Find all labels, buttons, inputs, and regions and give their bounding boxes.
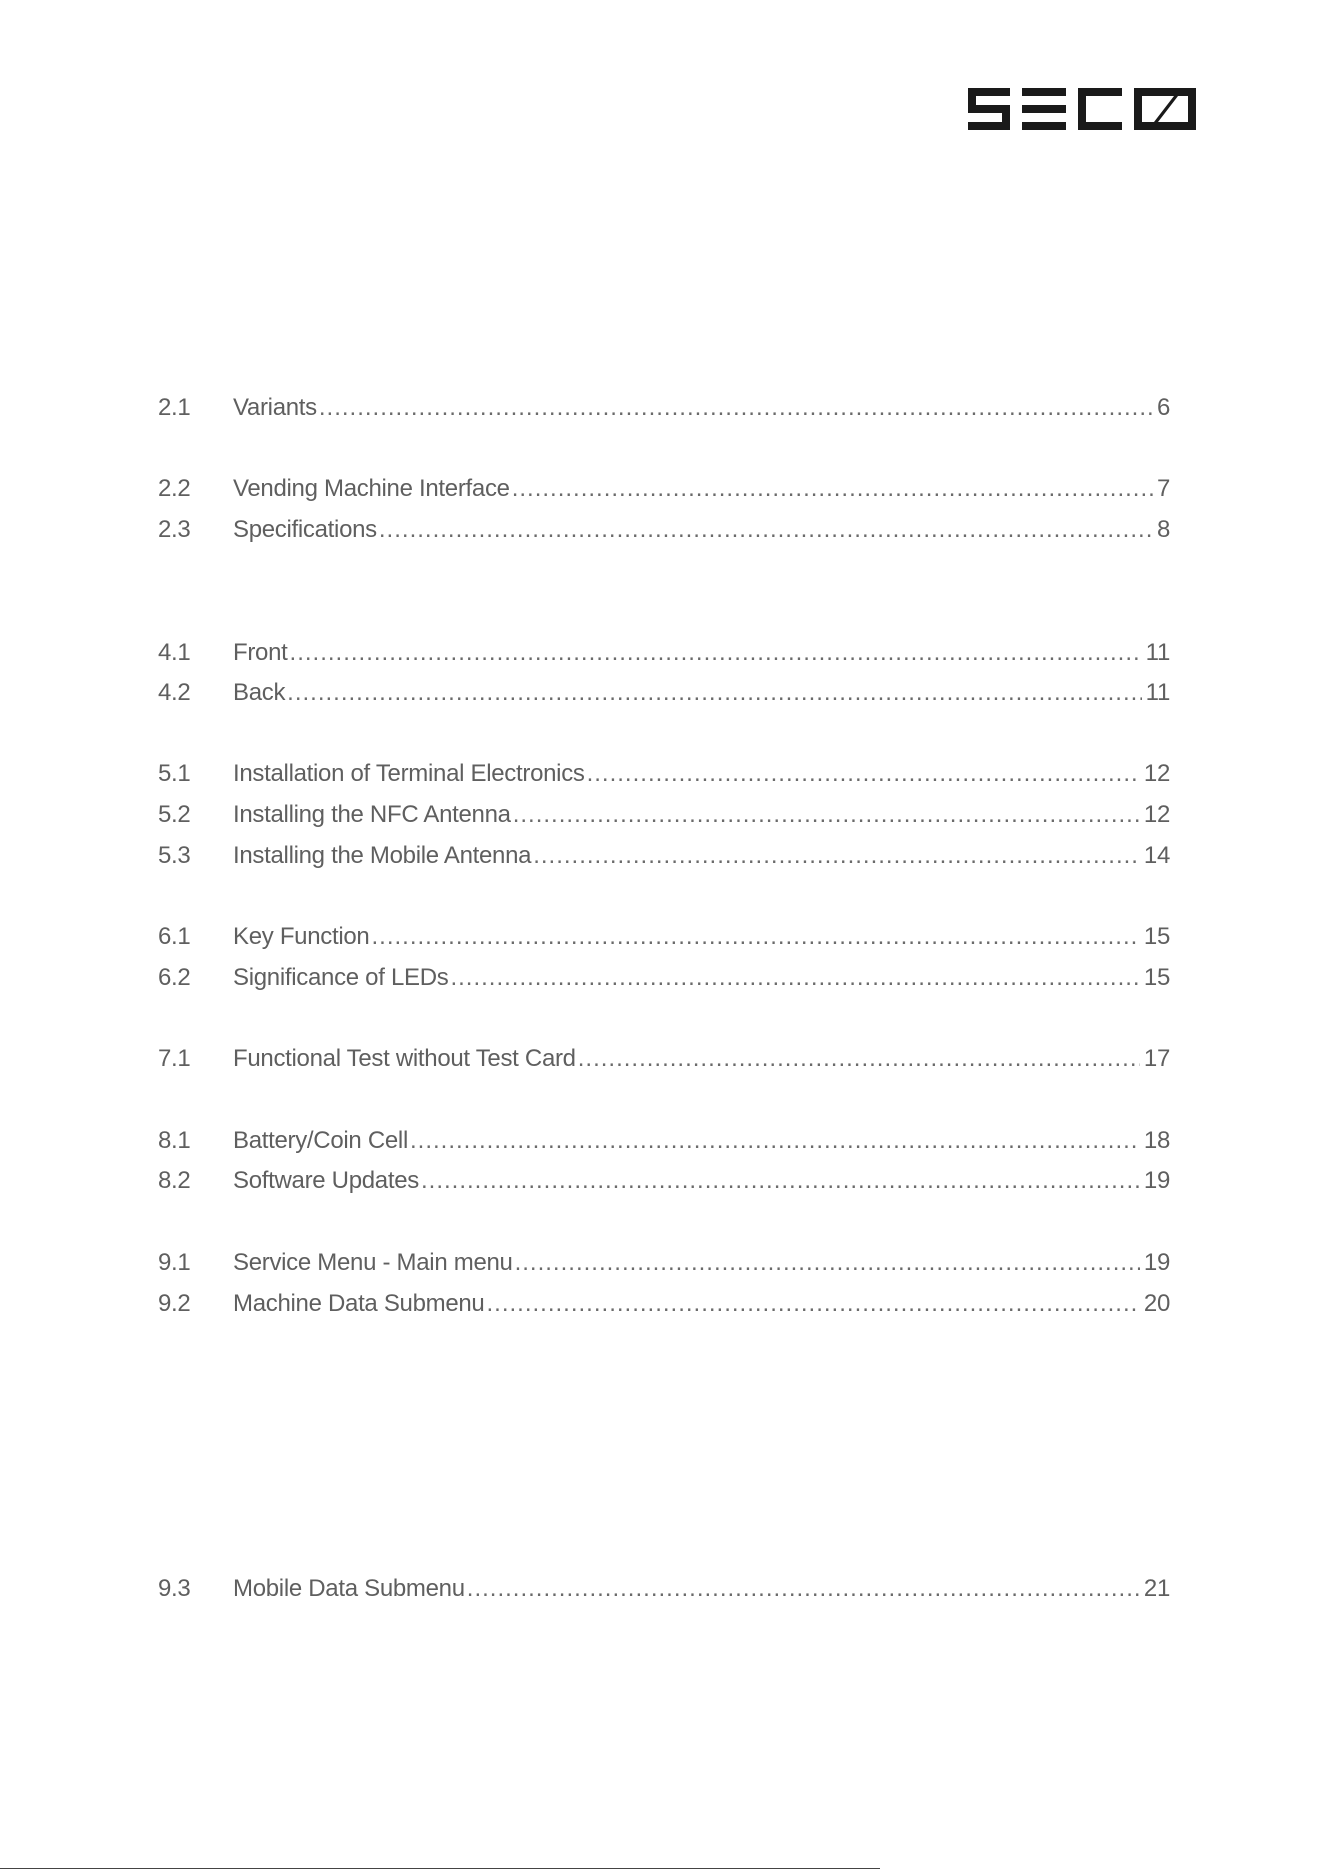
footer-divider (0, 1868, 880, 1869)
toc-entry-page: 11 (1145, 639, 1170, 666)
toc-entry-title: Specifications (233, 516, 377, 543)
toc-entry-number: 4.2 (158, 679, 191, 706)
dot-leader (467, 1573, 1140, 1605)
toc-entry-title: Variants (233, 394, 317, 421)
dot-leader (487, 1288, 1140, 1320)
toc-entry-page: 20 (1143, 1290, 1170, 1317)
toc-entry[interactable] (158, 473, 1170, 505)
toc-entry[interactable] (158, 1043, 1170, 1075)
dot-leader (587, 758, 1140, 790)
dot-leader (319, 392, 1153, 424)
toc-entry-page: 7 (1156, 475, 1170, 502)
toc-entry-title: Functional Test without Test Card (233, 1045, 576, 1072)
toc-entry[interactable] (158, 1247, 1170, 1279)
toc-entry-number: 5.1 (158, 760, 191, 787)
toc-entry-number: 9.3 (158, 1575, 191, 1602)
toc-entry-page: 18 (1143, 1127, 1170, 1154)
toc-entry[interactable] (158, 799, 1170, 831)
toc-entry-number: 5.2 (158, 801, 191, 828)
toc-entry-number: 8.1 (158, 1127, 191, 1154)
toc-entry-title: Installing the Mobile Antenna (233, 842, 532, 869)
toc-entry-page: 12 (1143, 801, 1170, 828)
toc-entry[interactable] (158, 1288, 1170, 1320)
dot-leader (533, 840, 1140, 872)
toc-entry[interactable] (158, 921, 1170, 953)
toc-entry-number: 2.1 (158, 394, 191, 421)
toc-entry-title: Machine Data Submenu (233, 1290, 485, 1317)
dot-leader (421, 1165, 1140, 1197)
toc-entry-title: Battery/Coin Cell (233, 1127, 408, 1154)
toc-entry[interactable] (158, 1125, 1170, 1157)
toc-entry[interactable] (158, 1165, 1170, 1197)
toc-entry-page: 19 (1143, 1249, 1170, 1276)
toc-entry-page: 11 (1145, 679, 1170, 706)
dot-leader (371, 921, 1139, 953)
toc-entry-page: 6 (1156, 394, 1170, 421)
toc-entry-number: 2.2 (158, 475, 191, 502)
toc-entry-number: 4.1 (158, 639, 191, 666)
toc-entry-page: 8 (1156, 516, 1170, 543)
toc-entry-title: Back (233, 679, 286, 706)
toc-entry-number: 5.3 (158, 842, 191, 869)
toc-entry-title: Significance of LEDs (233, 964, 449, 991)
toc-entry[interactable] (158, 840, 1170, 872)
toc-entry-number: 9.1 (158, 1249, 191, 1276)
dot-leader (410, 1125, 1140, 1157)
toc-entry[interactable] (158, 1573, 1170, 1605)
toc-entry-title: Front (233, 639, 288, 666)
toc-entry-page: 19 (1143, 1167, 1170, 1194)
toc-entry[interactable] (158, 392, 1170, 424)
dot-leader (578, 1043, 1140, 1075)
toc-entry-page: 14 (1143, 842, 1170, 869)
toc-entry-page: 21 (1143, 1575, 1170, 1602)
toc-entry-number: 2.3 (158, 516, 191, 543)
toc-entry-number: 6.1 (158, 923, 191, 950)
toc-entry-page: 17 (1143, 1045, 1170, 1072)
dot-leader (450, 962, 1139, 994)
dot-leader (512, 473, 1153, 505)
toc-entry-title: Service Menu - Main menu (233, 1249, 513, 1276)
dot-leader (513, 799, 1140, 831)
toc-entry[interactable] (158, 514, 1170, 546)
toc-entry-number: 7.1 (158, 1045, 191, 1072)
dot-leader (379, 514, 1153, 546)
toc-entry[interactable] (158, 962, 1170, 994)
toc-entry[interactable] (158, 677, 1170, 709)
toc-entry-title: Installing the NFC Antenna (233, 801, 511, 828)
toc-entry-title: Key Function (233, 923, 370, 950)
toc-entry-number: 8.2 (158, 1167, 191, 1194)
toc-entry-title: Installation of Terminal Electronics (233, 760, 585, 787)
toc-entry[interactable] (158, 637, 1170, 669)
toc-entry-title: Vending Machine Interface (233, 475, 510, 502)
toc-entry-page: 15 (1143, 923, 1170, 950)
dot-leader (290, 637, 1142, 669)
toc-entry-page: 12 (1143, 760, 1170, 787)
toc-entry-number: 9.2 (158, 1290, 191, 1317)
toc-entry-title: Mobile Data Submenu (233, 1575, 465, 1602)
toc-entry-number: 6.2 (158, 964, 191, 991)
toc-entry[interactable] (158, 758, 1170, 790)
dot-leader (515, 1247, 1140, 1279)
toc-entry-page: 15 (1143, 964, 1170, 991)
toc-entry-title: Software Updates (233, 1167, 419, 1194)
dot-leader (287, 677, 1142, 709)
